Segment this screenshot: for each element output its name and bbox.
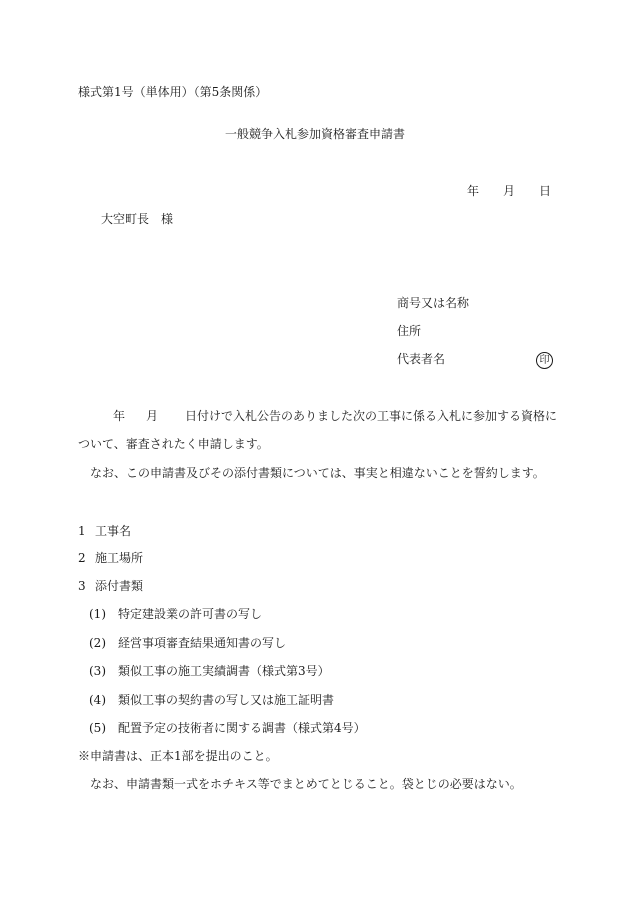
item-number: 1 — [78, 524, 86, 538]
item-label: 工事名 — [95, 524, 132, 538]
body-year: 年 — [113, 409, 126, 423]
body-month: 月 — [146, 409, 159, 423]
item-number: 3 — [78, 579, 86, 593]
addressee: 大空町長 様 — [101, 212, 174, 226]
body-line2: ついて、審査されたく申請します。 — [78, 437, 269, 451]
representative-label: 代表者名 — [397, 352, 446, 366]
attachment-number: (1) — [89, 607, 106, 621]
form-label: 様式第1号（単体用）（第5条関係） — [78, 85, 268, 99]
attachment-number: (4) — [89, 693, 106, 707]
seal-mark: 印 — [536, 352, 553, 369]
address-label: 住所 — [397, 324, 422, 338]
attachment-label: 経営事項審査結果通知書の写し — [118, 636, 287, 650]
note-submission: ※申請書は、正本1部を提出のこと。 — [78, 749, 278, 763]
attachment-label: 配置予定の技術者に関する調書（様式第4号） — [118, 721, 366, 735]
item-label: 添付書類 — [95, 579, 144, 593]
attachment-number: (2) — [89, 636, 106, 650]
item-number: 2 — [78, 551, 86, 565]
item-label: 施工場所 — [95, 551, 144, 565]
document-title: 一般競争入札参加資格審査申請書 — [225, 127, 406, 141]
attachment-number: (5) — [89, 721, 106, 735]
date-year: 年 — [467, 184, 480, 198]
body-line3: なお、この申請書及びその添付書類については、事実と相違ないことを誓約します。 — [90, 466, 545, 480]
attachment-label: 特定建設業の許可書の写し — [118, 607, 263, 621]
body-line1-text: 日付けで入札公告のありました次の工事に係る入札に参加する資格に — [185, 409, 558, 423]
attachment-label: 類似工事の契約書の写し又は施工証明書 — [118, 693, 335, 707]
attachment-number: (3) — [89, 664, 106, 678]
date-month: 月 — [503, 184, 516, 198]
attachment-label: 類似工事の施工実績調書（様式第3号） — [118, 664, 330, 678]
trade-name-label: 商号又は名称 — [397, 296, 470, 310]
date-day: 日 — [539, 184, 552, 198]
note-binding: なお、申請書類一式をホチキス等でまとめてとじること。袋とじの必要はない。 — [90, 777, 522, 791]
